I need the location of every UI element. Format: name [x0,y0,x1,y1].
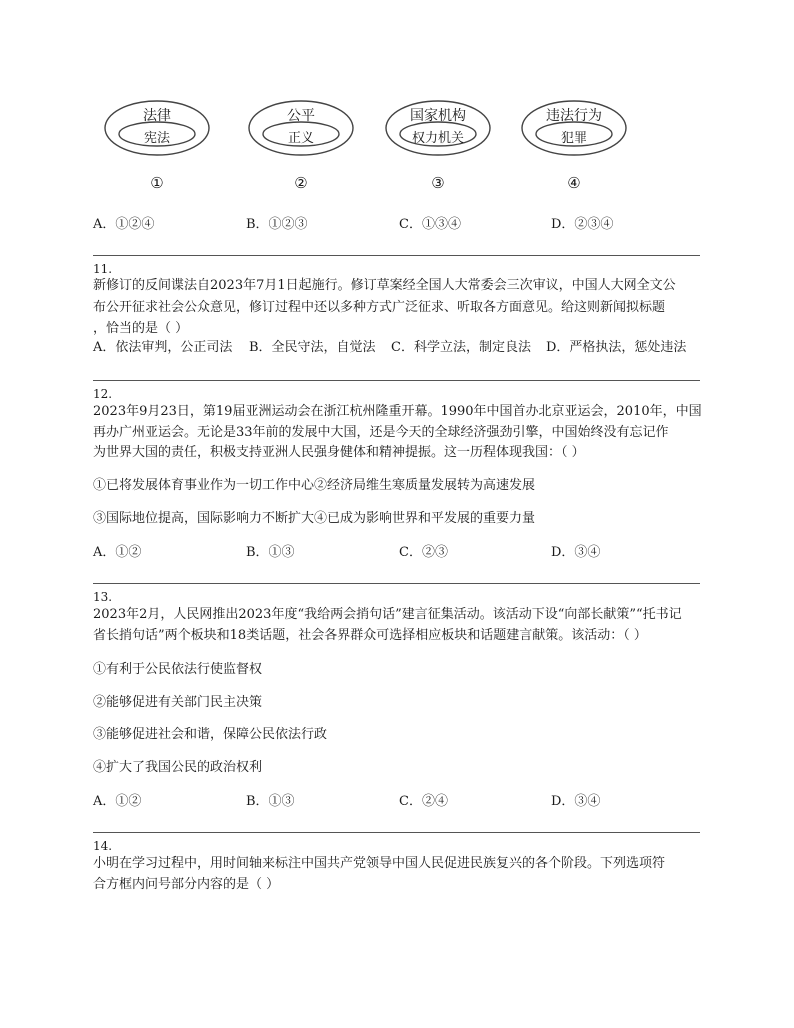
diagram-number: ① [150,174,164,192]
inner-set-label: 正义 [287,131,314,146]
option-d[interactable]: D．③④ [551,545,601,560]
option-c[interactable]: C．①③④ [399,217,461,232]
outer-set-label: 违法行为 [546,108,602,124]
question-text-line: 省长捎句话”两个板块和18类话题，社会各界群众可选择相应板块和话题建言献策。该活动：（ ） [93,628,647,643]
question-text-line: 合方框内问号部分内容的是（ ） [93,877,280,892]
set-diagram-4 [520,98,632,198]
question-text-line: ，恰当的是（ ） [93,321,189,336]
option-a[interactable]: A．①② [93,545,142,560]
option-b[interactable]: B．①③ [246,794,295,809]
option-a[interactable]: A．①② [93,794,142,809]
option-a[interactable]: A．依法审判，公正司法 [93,340,233,355]
divider [93,380,700,381]
question-text-line: 布公开征求社会公众意见，修订过程中还以多种方式广泛征求、听取各方面意见。给这则新闻拟标题 [93,300,666,315]
question-text-line: 再办广州亚运会。无论是33年前的发展中大国，还是今天的全球经济强劲引擎，中国始终没有忘记作 [93,425,669,440]
divider [93,583,700,584]
question-number: 13. [93,590,113,604]
inner-set-label: 宪法 [143,131,170,146]
question-number: 11. [93,262,113,276]
question-text-line: 2023年9月23日，第19届亚洲运动会在浙江杭州隆重开幕。1990年中国首办北京亚运会，2010年，中国 [93,404,702,419]
question-number: 14. [93,839,113,853]
q10-options [93,213,713,231]
option-c[interactable]: C．②③ [399,545,448,560]
option-b[interactable]: B．全民守法，自觉法 [249,340,376,355]
divider [93,255,700,256]
question-text-line: 新修订的反间谍法自2023年7月1日起施行。修订草案经全国人大常委会三次审议，中国人大网全文公 [93,278,676,293]
statement: ③能够促进社会和谐，保障公民依法行政 [93,727,328,742]
inner-set-label: 权力机关 [411,131,464,146]
question-text-line: 为世界大国的责任，积极支持亚洲人民强身健体和精神提振。这一历程体现我国：（ ） [93,445,585,460]
diagram-number: ③ [431,174,445,192]
outer-set-label: 国家机构 [410,108,466,124]
question-text-line: 2023年2月，人民网推出2023年度“我给两会捎句话”建言征集活动。该活动下设“向部长献策”“托书记 [93,607,682,622]
option-b[interactable]: B．①②③ [246,217,308,232]
q12-options [93,541,713,559]
set-diagram-1 [103,98,215,198]
question-text-line: 小明在学习过程中，用时间轴来标注中国共产党领导中国人民促进民族复兴的各个阶段。下列选项符 [93,856,666,871]
option-c[interactable]: C．②④ [399,794,448,809]
statement: ③国际地位提高，国际影响力不断扩大④已成为影响世界和平发展的重要力量 [93,511,536,526]
divider [93,832,700,833]
option-d[interactable]: D．严格执法，惩处违法 [546,340,687,355]
diagram-number: ② [294,174,308,192]
inner-set-label: 犯罪 [560,131,587,146]
option-b[interactable]: B．①③ [246,545,295,560]
statement: ②能够促进有关部门民主决策 [93,695,263,710]
outer-set-label: 公平 [287,108,315,124]
q11-options [93,336,713,354]
outer-set-label: 法律 [143,108,171,124]
statement: ④扩大了我国公民的政治权利 [93,760,263,775]
option-d[interactable]: D．③④ [551,794,601,809]
option-d[interactable]: D．②③④ [551,217,614,232]
option-a[interactable]: A．①②④ [93,217,155,232]
set-diagrams [103,98,643,198]
option-c[interactable]: C．科学立法，制定良法 [391,340,531,355]
statement: ①有利于公民依法行使监督权 [93,662,263,677]
diagram-number: ④ [567,174,581,192]
set-diagram-3 [384,98,496,198]
statement: ①已将发展体育事业作为一切工作中心②经济局维生寒质量发展转为高速发展 [93,478,536,493]
q13-options [93,790,713,808]
question-number: 12. [93,387,113,401]
set-diagram-2 [247,98,359,198]
